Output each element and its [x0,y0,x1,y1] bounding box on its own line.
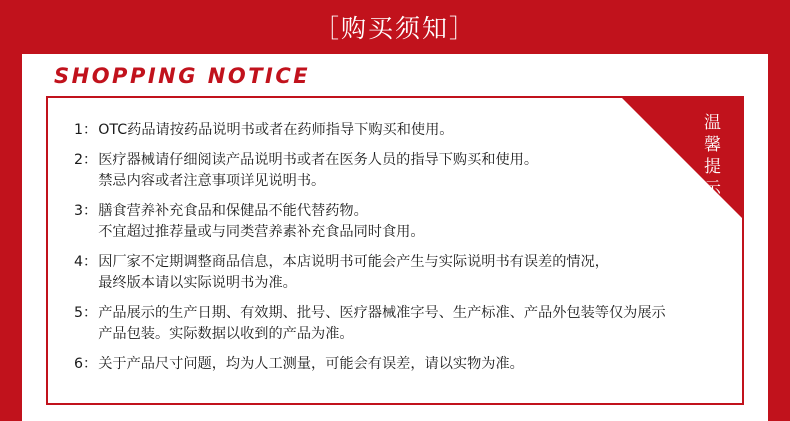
right-red-bar [768,54,790,421]
list-item-number: 4： [74,254,98,270]
list-item [74,201,720,243]
list-item-text [98,120,658,141]
list-item-line-2: 不宜超过推荐量或与同类营养素补充食品同时食用。 [98,224,425,240]
list-item-number: 2： [74,152,98,168]
notice-list [48,98,744,384]
list-item [74,252,720,294]
list-item-line-1: 膳食营养补充食品和保健品不能代替药物。 [98,203,368,219]
page-title: ［购买须知］ [313,14,476,43]
list-item-number: 1： [74,122,98,138]
list-item [74,303,720,345]
list-item-text [98,150,658,192]
warm-tip-badge: 温馨提示 [704,113,722,199]
list-item-line-2: 禁忌内容或者注意事项详见说明书。 [98,173,326,189]
page-banner [0,0,790,54]
notice-box [46,96,744,405]
notice-content [22,54,768,421]
list-item-line-1: 因厂家不定期调整商品信息，本店说明书可能会产生与实际说明书有误差的情况， [98,254,609,270]
list-item [74,120,720,141]
list-item-number: 3： [74,203,98,219]
list-item-text [98,201,720,243]
list-item-text [98,252,720,294]
list-item-text [98,354,720,375]
list-item-line-1: 医疗器械请仔细阅读产品说明书或者在医务人员的指导下购买和使用。 [98,152,539,168]
list-item [74,150,720,192]
list-item-number: 5： [74,305,98,321]
list-item-number: 6： [74,356,98,372]
list-item-line-1: OTC药品请按药品说明书或者在药师指导下购买和使用。 [98,122,454,138]
list-item-text [98,303,720,345]
list-item-line-1: 产品展示的生产日期、有效期、批号、医疗器械准字号、生产标准、产品外包装等仅为展示 [98,305,666,321]
list-item-line-2: 最终版本请以实际说明书为准。 [98,275,297,291]
list-item-line-1: 关于产品尺寸问题，均为人工测量，可能会有误差，请以实物为准。 [98,356,524,372]
shopping-notice-heading: SHOPPING NOTICE [54,64,311,88]
left-red-bar [0,54,22,421]
list-item [74,354,720,375]
list-item-line-2: 产品包装。实际数据以收到的产品为准。 [98,326,354,342]
